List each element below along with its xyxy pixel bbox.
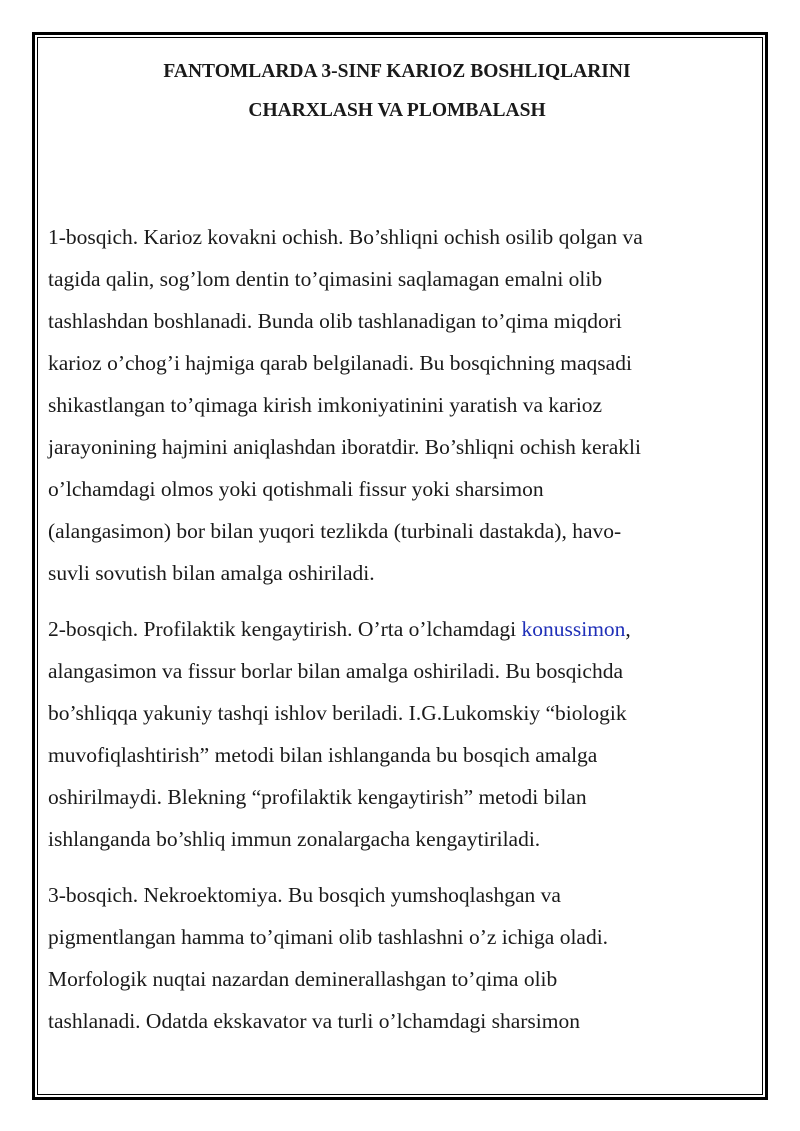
- text-line: suvli sovutish bilan amalga oshiriladi.: [48, 561, 375, 585]
- text-line: tashlanadi. Odatda ekskavator va turli o’lchamdagi sharsimon: [48, 1009, 580, 1033]
- text-line: [48, 608, 738, 650]
- text-line: tashlashdan boshlanadi. Bunda olib tashlanadigan to’qima miqdori: [48, 309, 622, 333]
- text-segment: 2-bosqich. Profilaktik kengaytirish. O’rta o’lchamdagi: [48, 617, 522, 641]
- text-line: o’lchamdagi olmos yoki qotishmali fissur yoki sharsimon: [48, 477, 544, 501]
- text-line: karioz o’chog’i hajmiga qarab belgilanadi. Bu bosqichning maqsadi: [48, 351, 632, 375]
- text-line: 1-bosqich. Karioz kovakni ochish. Bo’shliqni ochish osilib qolgan va: [48, 225, 643, 249]
- document-title: [48, 52, 738, 130]
- konussimon-link[interactable]: konussimon: [521, 617, 626, 641]
- text-line: muvofiqlashtirish” metodi bilan ishlanganda bu bosqich amalga: [48, 743, 598, 767]
- paragraph-stage-3: [48, 874, 738, 1042]
- text-segment: ,: [625, 617, 631, 641]
- text-line: oshirilmaydi. Blekning “profilaktik kengaytirish” metodi bilan: [48, 785, 587, 809]
- text-line: tagida qalin, sog’lom dentin to’qimasini saqlamagan emalni olib: [48, 267, 603, 291]
- text-line: ishlanganda bo’shliq immun zonalargacha kengaytiriladi.: [48, 827, 541, 851]
- text-line: (alangasimon) bor bilan yuqori tezlikda (turbinali dastakda), havo-: [48, 519, 622, 543]
- document-body: [48, 52, 738, 1042]
- text-line: 3-bosqich. Nekroektomiya. Bu bosqich yumshoqlashgan va: [48, 883, 561, 907]
- text-line: bo’shliqqa yakuniy tashqi ishlov beriladi. I.G.Lukomskiy “biologik: [48, 701, 627, 725]
- text-line: shikastlangan to’qimaga kirish imkoniyatinini yaratish va karioz: [48, 393, 603, 417]
- text-line: alangasimon va fissur borlar bilan amalga oshiriladi. Bu bosqichda: [48, 659, 623, 683]
- text-line: pigmentlangan hamma to’qimani olib tashlashni o’z ichiga oladi.: [48, 925, 609, 949]
- title-line-2: CHARXLASH VA PLOMBALASH: [248, 100, 546, 121]
- title-line-1: FANTOMLARDA 3-SINF KARIOZ BOSHLIQLARINI: [163, 61, 631, 82]
- paragraph-stage-2: [48, 608, 738, 860]
- text-line: jarayonining hajmini aniqlashdan iboratdir. Bo’shliqni ochish kerakli: [48, 435, 641, 459]
- text-line: Morfologik nuqtai nazardan deminerallashgan to’qima olib: [48, 967, 558, 991]
- paragraph-stage-1: [48, 216, 738, 594]
